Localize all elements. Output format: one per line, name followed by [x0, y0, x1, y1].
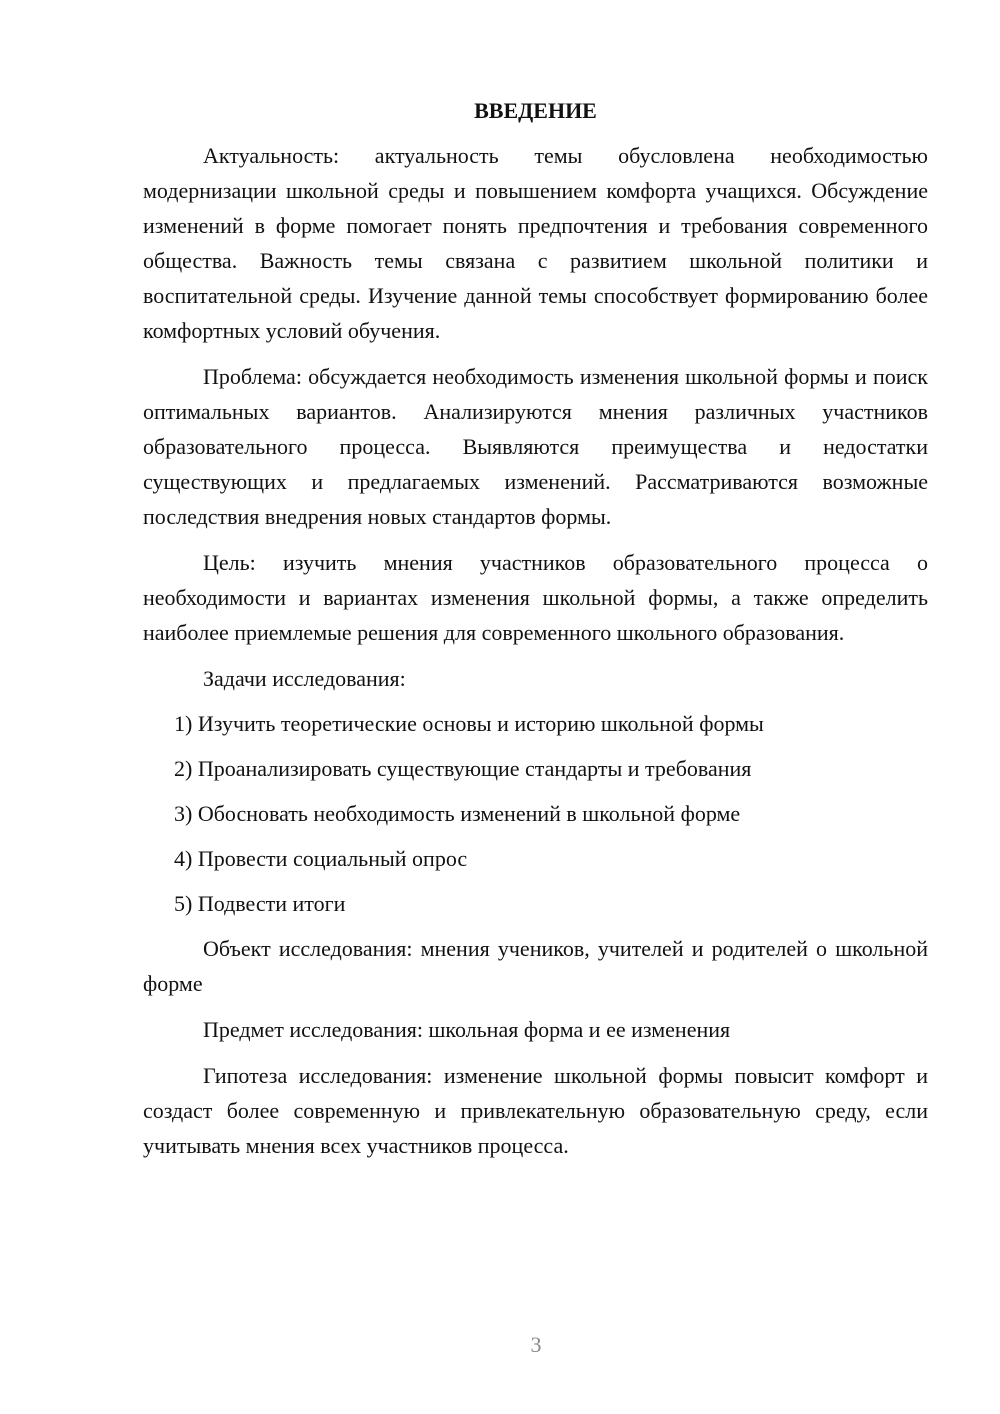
page-content [143, 95, 928, 1174]
task-item: 5) Подвести итоги [174, 891, 346, 916]
task-item: 4) Провести социальный опрос [174, 846, 468, 871]
hypothesis-paragraph: Гипотеза исследования: изменение школьной формы повысит комфорт и создаст более современную и привлекательную образовательную среду, если учитывать мнения всех участников процесса. [143, 1063, 928, 1158]
task-item: 1) Изучить теоретические основы и историю школьной формы [174, 711, 764, 736]
relevance-paragraph: Актуальность: актуальность темы обусловлена необходимостью модернизации школьной среды и повышением комфорта учащихся. Обсуждение изменений в форме помогает понять предпочтения и требования современного общества. Важность темы связана с развитием школьной политики и воспитательной среды. Изучение данной темы способствует формированию более комфортных условий обучения. [143, 143, 928, 343]
page-number: 3 [530, 1332, 542, 1357]
task-item: 2) Проанализировать существующие стандарты и требования [174, 756, 752, 781]
tasks-heading: Задачи исследования: [203, 666, 406, 691]
problem-paragraph: Проблема: обсуждается необходимость изменения школьной формы и поиск оптимальных вариантов. Анализируются мнения различных участников образовательного процесса. Выявляются преимущества и недостатки существующих и предлагаемых изменений. Рассматриваются возможные последствия внедрения новых стандартов формы. [143, 364, 928, 529]
subject-paragraph: Предмет исследования: школьная форма и ее изменения [203, 1017, 731, 1042]
object-paragraph: Объект исследования: мнения учеников, учителей и родителей о школьной форме [143, 936, 928, 996]
tasks-list [143, 706, 928, 921]
page-title: ВВЕДЕНИЕ [474, 98, 597, 123]
task-item: 3) Обосновать необходимость изменений в школьной форме [174, 801, 741, 826]
goal-paragraph: Цель: изучить мнения участников образовательного процесса о необходимости и вариантах изменения школьной формы, а также определить наиболее приемлемые решения для современного школьного образования. [143, 550, 928, 645]
